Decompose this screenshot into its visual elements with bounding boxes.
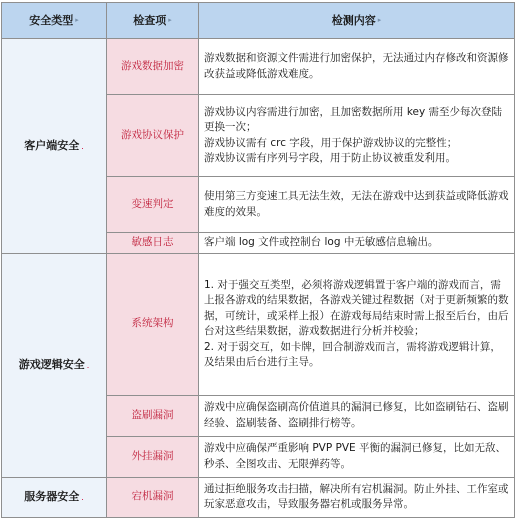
header-check-item: [107, 3, 199, 39]
cell-end-mark-icon: .: [86, 360, 90, 370]
test-content-text: 游戏协议内容需进行加密，且加密数据所用 key 需至少每次登陆更换一次；: [204, 105, 503, 133]
test-content-text: 2. 对于弱交互，如卡牌，回合制游戏而言，需将游戏逻辑计算，及结果由后台进行主导。: [204, 340, 501, 368]
table-row: [2, 477, 515, 517]
check-item-cell: [107, 477, 199, 517]
test-content-text: 游戏协议需有序列号字段，用于防止协议被重发利用。: [204, 152, 456, 164]
test-content-cell: [199, 233, 515, 254]
category-label: 游戏逻辑安全: [18, 357, 85, 371]
test-content-cell: [199, 253, 515, 395]
check-item-cell: [107, 395, 199, 436]
check-item-label: 系统架构: [131, 317, 174, 330]
check-item-label: 敏感日志: [131, 236, 174, 248]
check-item-label: 游戏协议保护: [121, 128, 184, 141]
header-security-type: [2, 3, 107, 39]
check-item-cell: [107, 177, 199, 233]
test-content-text: 游戏数据和资源文件需进行加密保护，无法通过内存修改和资源修改获益或降低游戏难度。: [204, 52, 509, 80]
cell-end-mark-icon: .: [81, 141, 84, 151]
test-content-cell: [199, 477, 515, 517]
header-check-item-label: 检查项: [133, 13, 167, 27]
check-item-label: 游戏数据加密: [121, 59, 184, 72]
check-item-cell: [107, 39, 199, 95]
category-cell-client: [2, 39, 107, 254]
category-cell-server: [2, 477, 107, 517]
test-content-text: 使用第三方变速工具无法生效，无法在游戏中达到获益或降低游戏难度的效果。: [204, 190, 509, 218]
security-checklist-table: [1, 2, 515, 518]
category-label: 客户端安全: [24, 138, 80, 152]
test-content-text: 通过拒绝服务攻击扫描，解决所有宕机漏洞。防止外挂、工作室或玩家恶意攻击，导致服务器宕机或服务异常。: [204, 482, 509, 510]
cell-end-mark-icon: .: [81, 492, 84, 502]
header-test-content-label: 检测内容: [331, 13, 376, 27]
check-item-label: 变速判定: [131, 197, 174, 210]
test-content-text: 1. 对于强交互类型，必须将游戏逻辑置于客户端的游戏而言，需上报各游戏的结果数据，各游戏关键过程数据（对于更新频繁的数据，可统计，或采样上报）在游戏每局结束时需上报至后台，由后台对这些结果数据，游戏数据进行分析并校验；: [204, 278, 509, 337]
check-item-label: 外挂漏洞: [131, 449, 174, 462]
table-row: [2, 39, 515, 95]
test-content-cell: [199, 395, 515, 436]
test-content-text: 客户端 log 文件或控制台 log 中无敏感信息输出。: [204, 236, 439, 248]
header-row: [2, 3, 515, 39]
check-item-label: 宕机漏洞: [131, 490, 174, 503]
category-cell-game-logic: [2, 253, 107, 477]
header-test-content: [199, 3, 515, 39]
check-item-label: 盗刷漏洞: [131, 408, 174, 421]
test-content-cell: [199, 177, 515, 233]
check-item-cell: [107, 95, 199, 177]
test-content-cell: [199, 95, 515, 177]
cell-end-mark-icon: ▸: [377, 15, 382, 24]
category-label: 服务器安全: [24, 489, 80, 503]
test-content-cell: [199, 39, 515, 95]
header-security-type-label: 安全类型: [29, 13, 74, 27]
check-item-cell: [107, 253, 199, 395]
test-content-cell: [199, 436, 515, 477]
cell-end-mark-icon: ▸: [168, 15, 172, 24]
test-content-text: 游戏中应确保盗刷高价值道具的漏洞已修复，比如盗刷钻石、盗刷经验、盗刷装备、盗刷排行榜等。: [204, 401, 509, 429]
check-item-cell: [107, 233, 199, 254]
check-item-cell: [107, 436, 199, 477]
test-content-text: 游戏协议需有 crc 字段，用于保护游戏协议的完整性；: [204, 136, 458, 149]
table-row: [2, 253, 515, 395]
cell-end-mark-icon: ▸: [75, 15, 79, 24]
test-content-text: 游戏中应确保严重影响 PVP PVE 平衡的漏洞已修复，比如无敌、秒杀、全图攻击、无限弹药等。: [204, 442, 507, 470]
